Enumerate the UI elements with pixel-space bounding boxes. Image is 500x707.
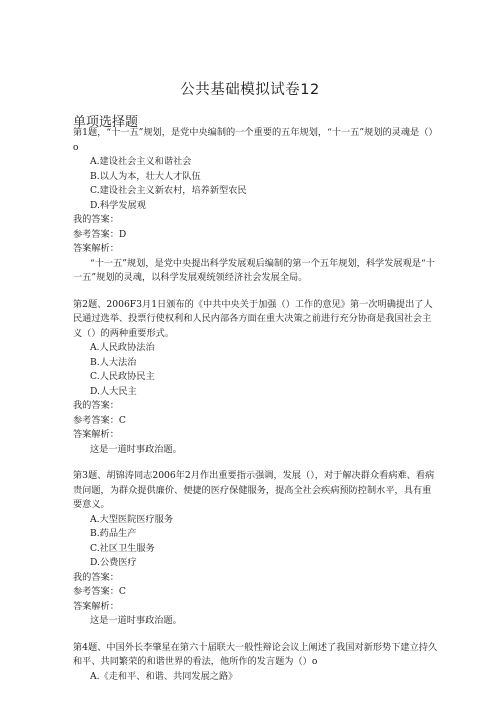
option-d: D.公费医疗: [90, 557, 137, 568]
question-stem: 第1题，“十一五”规划，是党中央编制的一个重要的五年规划，“十一五”规划的灵魂是（）o: [73, 127, 438, 153]
question-2: [73, 298, 439, 458]
page-title: 公共基础模拟试卷12: [180, 82, 320, 98]
question-stem: 第2题、2006F3月1日颁布的《中共中央关于加强（）工作的意见》第一次明确提出了人民通过选举、投票行使权利和人民内部各方面在重大决策之前进行充分协商是我国社会主义（）的两种重要形式。: [73, 298, 433, 339]
option-b: B.药品生产: [90, 528, 137, 539]
question-3: [73, 469, 439, 629]
question-1: [73, 126, 439, 286]
my-answer-label: 我的答案：: [73, 214, 119, 225]
analysis-text: 这是一道时事政治题。: [90, 443, 182, 455]
option-b: B.以人为本，壮大人才队伍: [90, 170, 201, 182]
option-a: A.人民政协法治: [90, 342, 155, 353]
option-c: C.社区卫生服务: [90, 542, 155, 554]
option-a: A.《走和平、和谐、共同发展之路》: [90, 670, 238, 682]
option-c: C.建设社会主义新农村，培养新型农民: [90, 185, 247, 196]
option-d: D.人大民主: [90, 385, 137, 397]
analysis-text: 这是一道时事政治题。: [90, 615, 182, 626]
analysis-text: “十一五”规划，是党中央提出科学发展观后编制的第一个五年规划，科学发展观是“十一五”规划的灵魂，以科学发展观统领经济社会发展全局。: [73, 257, 435, 283]
option-a: A.建设社会主义和谐社会: [90, 156, 192, 167]
question-list: [73, 126, 439, 684]
question-stem: 第4题、中国外长李肇星在第六十届联大一般性辩论会议上阐述了我国对新形势下建立持久和平、共同繁荣的和谐世界的看法，他所作的发言题为（）o: [73, 641, 438, 667]
my-answer-label: 我的答案：: [73, 571, 119, 583]
option-b: B.人大法治: [90, 356, 137, 368]
analysis-label: 答案解析：: [73, 243, 119, 254]
option-d: D.科学发展观: [90, 199, 146, 211]
question-4: [73, 641, 439, 685]
analysis-label: 答案解析：: [73, 600, 119, 612]
my-answer-label: 我的答案：: [73, 400, 119, 411]
analysis-label: 答案解析：: [73, 429, 119, 440]
section-heading: 单项选择题: [73, 115, 139, 130]
option-c: C.人民政协民主: [90, 371, 155, 382]
reference-answer: 参考答案：C: [73, 586, 126, 597]
reference-answer: 参考答案：C: [73, 414, 126, 426]
option-a: A.大型医院医疗服务: [90, 513, 174, 525]
reference-answer: 参考答案：D: [73, 228, 127, 240]
question-stem: 第3题、胡锦涛同志2006年2月作出重要指示强调，发展（），对于解决群众看病难、看病贵问题，为群众提供廉价、便捷的医疗保健服务，提高全社会疾病预防控制水平，具有重要意义。: [73, 470, 435, 510]
